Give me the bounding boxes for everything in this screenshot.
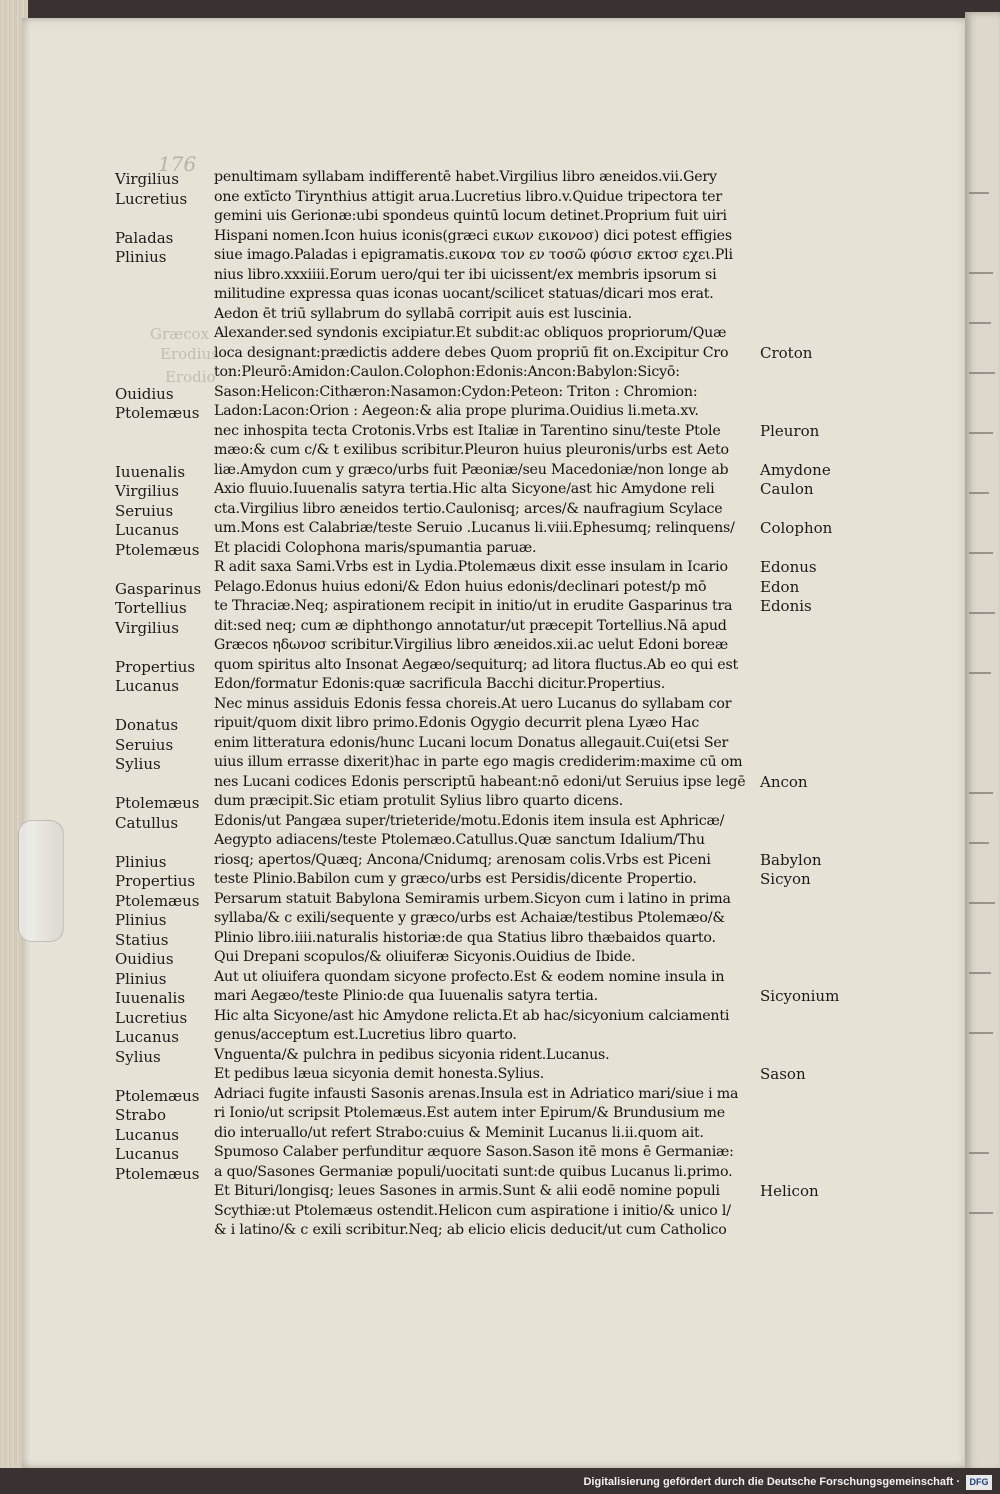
text-line: militudine expressa quas iconas uocant/scilicet statuas/dicari mos erat.	[214, 286, 714, 302]
text-line: Pelago.Edonus huius edoni/& Edon huius edonis/declinari potest/p mō	[214, 578, 707, 595]
margin-note	[760, 929, 870, 949]
dfg-logo-icon: DFG	[966, 1475, 992, 1490]
left-margin-names	[115, 170, 215, 1223]
margin-note	[760, 1124, 870, 1144]
margin-note	[760, 792, 870, 812]
text-line: liæ.Amydon cum y græco/urbs fuit Pæoniæ/seu Macedoniæ/non longe ab	[214, 461, 729, 478]
text-line: genus/acceptum est.Lucretius libro quarto.	[214, 1027, 517, 1043]
margin-name: Catullus	[115, 813, 179, 832]
text-line: one extīcto Tirynthius attigit arua.Lucretius libro.v.Quidue tripectora ter	[214, 188, 722, 205]
text-line: & i latino/& c exili scribitur.Neq; ab elicio elicis deducit/ut cum Catholico	[214, 1222, 727, 1238]
text-line: Græcos ηδωνοσ scribitur.Virgilius libro æneidos.xii.ac uelut Edoni boreæ	[214, 637, 729, 653]
margin-name: Ptolemæus	[115, 540, 200, 559]
text-line: syllaba/& c exili/sequente y græco/urbs est Achaiæ/testibus Ptolemæo/&	[214, 910, 725, 926]
margin-name: Donatus	[115, 716, 179, 734]
margin-note	[760, 656, 870, 676]
margin-note	[760, 207, 870, 227]
margin-note	[760, 1046, 870, 1066]
margin-name: Ptolemæus	[115, 404, 200, 422]
margin-name: Seruius	[115, 501, 174, 520]
margin-name: Virgilius	[115, 618, 179, 637]
margin-name: Ouidius	[115, 384, 174, 403]
margin-note	[760, 831, 870, 851]
text-line: Aedon ēt triū syllabrum do syllabā corripit auis est luscinia.	[214, 305, 632, 322]
margin-name: Lucretius	[115, 1008, 188, 1027]
margin-note	[760, 383, 870, 403]
margin-note	[760, 812, 870, 832]
main-text-block	[214, 168, 764, 1241]
margin-note: Croton	[760, 343, 813, 362]
text-line: Qui Drepani scopulos/& oliuiferæ Sicyonis.Ouidius de Ibide.	[214, 949, 636, 965]
margin-name	[115, 638, 215, 658]
margin-name: Propertius	[115, 657, 196, 676]
margin-note: Sicyonium	[760, 987, 840, 1005]
margin-name: Plinius	[115, 248, 167, 266]
margin-note	[760, 617, 870, 637]
margin-name: Plinius	[115, 911, 167, 929]
margin-note	[760, 909, 870, 929]
margin-note	[760, 968, 870, 988]
text-line: enim litteratura edonis/hunc Lucani locum Donatus allegauit.Cui(etsi Ser	[214, 734, 729, 751]
text-line: cta.Virgilius libro æneidos tertio.Caulonisq; arces/& naufragium Scylace	[214, 500, 723, 517]
margin-name: Sylius	[115, 755, 161, 773]
text-line: gemini uis Gerionæ:ubi spondeus quintū locum detinet.Proprium fuit uiri	[214, 208, 727, 224]
margin-name	[115, 346, 215, 366]
margin-name: Sylius	[115, 1047, 161, 1066]
margin-name	[115, 1204, 215, 1224]
margin-name: Gasparinus	[115, 579, 202, 598]
text-line: Aegypto adiacens/teste Ptolemæo.Catullus.Quæ sanctum Idalium/Thu	[214, 832, 705, 848]
margin-name	[115, 833, 215, 853]
margin-name: Iuuenalis	[115, 989, 186, 1007]
margin-note	[760, 305, 870, 325]
text-line: Edonis/ut Pangæa super/trieteride/motu.Edonis item insula est Aphricæ/	[214, 812, 725, 829]
text-line: nius libro.xxxiiii.Eorum uero/qui ter ibi uicissent/ex membris ipsorum si	[214, 266, 717, 283]
text-line: Hispani nomen.Icon huius iconis(græci εικων εικονοσ) dici potest effigies	[214, 227, 732, 244]
text-line: te Thraciæ.Neq; aspirationem recipit in initio/ut in erudite Gasparinus tra	[214, 598, 733, 614]
margin-note	[760, 1007, 870, 1027]
margin-name: Paladas	[115, 228, 174, 247]
text-line: uius illum errasse dixerit)hac in parte ego magis crediderim:maxime cū om	[214, 754, 743, 770]
text-line: Sason:Helicon:Cithæron:Nasamon:Cydon:Peteon: Triton : Chromion:	[214, 383, 698, 400]
margin-note: Babylon	[760, 850, 822, 869]
margin-name	[115, 443, 215, 463]
margin-note	[760, 1085, 870, 1105]
margin-note: Sicyon	[760, 870, 811, 888]
text-line: ri Ionio/ut scripsit Ptolemæus.Est autem inter Epirum/& Brundusium me	[214, 1105, 725, 1121]
text-line: ton:Pleurō:Amidon:Caulon.Colophon:Edonis:Ancon:Babylon:Sicyō:	[214, 364, 680, 380]
text-line: quom spiritus alto Insonat Aegæo/sequiturq; ad litora fluctus.Ab eo qui est	[214, 656, 739, 673]
margin-name: Virgilius	[115, 482, 179, 500]
margin-name	[115, 209, 215, 229]
text-line: ripuit/quom dixit libro primo.Edonis Ogygio decurrit plena Lyæo Hac	[214, 715, 700, 731]
margin-note	[760, 1202, 870, 1222]
bleed-through-label: Græcox	[150, 325, 210, 343]
margin-name: Lucanus	[115, 1145, 179, 1163]
margin-name: Plinius	[115, 969, 167, 988]
margin-name: Ptolemæus	[115, 891, 200, 910]
margin-name	[115, 1067, 215, 1087]
text-line: Vnguenta/& pulchra in pedibus sicyonia rident.Lucanus.	[214, 1046, 610, 1063]
margin-name: Lucanus	[115, 677, 179, 695]
margin-note: Caulon	[760, 480, 814, 498]
margin-note	[760, 500, 870, 520]
margin-note	[760, 1104, 870, 1124]
folio-number: 176	[158, 152, 197, 176]
text-line: Hic alta Sicyone/ast hic Amydone relicta.Et ab hac/sicyonium calciamenti	[214, 1007, 730, 1024]
margin-note	[760, 1026, 870, 1046]
text-line: dio interuallo/ut refert Strabo:cuius & Meminit Lucanus li.ii.quom ait.	[214, 1124, 704, 1141]
margin-name	[115, 560, 215, 580]
margin-note	[760, 753, 870, 773]
text-line: Axio fluuio.Iuuenalis satyra tertia.Hic alta Sicyone/ast hic Amydone reli	[214, 481, 715, 497]
margin-note: Amydone	[760, 460, 831, 479]
text-line: Persarum statuit Babylona Semiramis urbem.Sicyon cum i latino in prima	[214, 890, 731, 907]
text-line: Plinio libro.iiii.naturalis historiæ:de qua Statius libro thæbaidos quarto.	[214, 929, 716, 946]
text-line: Et pedibus læua sicyonia demit honesta.Sylius.	[214, 1066, 544, 1082]
margin-note	[760, 402, 870, 422]
margin-note	[760, 363, 870, 383]
margin-note	[760, 890, 870, 910]
right-margin-notes	[760, 168, 870, 1221]
text-line: Ladon:Lacon:Orion : Aegeon:& alia prope plurima.Ouidius li.meta.xv.	[214, 403, 699, 419]
margin-note	[760, 948, 870, 968]
margin-note	[760, 1143, 870, 1163]
text-line: Scythiæ:ut Ptolemæus ostendit.Helicon cum aspiratione i initio/& unico l/	[214, 1202, 731, 1219]
margin-note: Edonus	[760, 558, 817, 576]
margin-note	[760, 285, 870, 305]
margin-name: Ptolemæus	[115, 1164, 200, 1183]
margin-name	[115, 1184, 215, 1204]
facing-page-edge	[965, 12, 1000, 1472]
text-line: dum præcipit.Sic etiam protulit Sylius libro quarto dicens.	[214, 793, 624, 809]
margin-note: Sason	[760, 1065, 806, 1083]
text-line: dit:sed neq; cum æ diphthongo annotatur/ut præcepit Tortellius.Nā apud	[214, 617, 727, 634]
margin-note: Colophon	[760, 519, 833, 537]
margin-note	[760, 714, 870, 734]
margin-note	[760, 266, 870, 286]
text-line: Alexander.sed syndonis excipiatur.Et subdit:ac obliquos propriorum/Quæ	[214, 325, 727, 341]
margin-name: Plinius	[115, 852, 167, 871]
text-line: teste Plinio.Babilon cum y græco/urbs est Persidis/dicente Propertio.	[214, 871, 697, 887]
margin-note: Pleuron	[760, 421, 820, 440]
bleed-through-label: Erodio	[165, 368, 216, 386]
margin-note	[760, 675, 870, 695]
margin-note: Ancon	[760, 772, 808, 791]
margin-name	[115, 287, 215, 307]
margin-name	[115, 424, 215, 444]
text-line: um.Mons est Calabriæ/teste Seruio .Lucanus li.viii.Ephesumq; relinquens/	[214, 520, 735, 536]
margin-name: Lucanus	[115, 521, 179, 539]
margin-name	[115, 268, 215, 288]
text-line: a quo/Sasones Germaniæ populi/uocitati sunt:de quibus Lucanus li.primo.	[214, 1163, 733, 1180]
bleed-through-label: Erodius	[160, 345, 219, 363]
margin-name	[115, 365, 215, 385]
footer-credit: Digitalisierung gefördert durch die Deutsche Forschungsgemeinschaft ·	[583, 1476, 960, 1488]
text-line: R adit saxa Sami.Vrbs est in Lydia.Ptolemæus dixit esse insulam in Icario	[214, 559, 728, 575]
margin-note: Edonis	[760, 597, 812, 615]
margin-note	[760, 636, 870, 656]
margin-name: Lucanus	[115, 1125, 179, 1144]
margin-name: Ptolemæus	[115, 1086, 200, 1105]
margin-note	[760, 734, 870, 754]
text-line: siue imago.Paladas i epigramatis.εικονα τον εν τοσῶ φύσισ εκτοσ εχει.Pli	[214, 247, 733, 263]
margin-name: Ptolemæus	[115, 794, 200, 812]
margin-name: Tortellius	[115, 599, 187, 617]
margin-name	[115, 307, 215, 327]
margin-note	[760, 246, 870, 266]
margin-name: Iuuenalis	[115, 462, 186, 481]
margin-note	[760, 695, 870, 715]
margin-note	[760, 1163, 870, 1183]
margin-name: Statius	[115, 930, 169, 949]
margin-note	[760, 539, 870, 559]
text-line: Adriaci fugite infausti Sasonis arenas.Insula est in Adriatico mari/siue i ma	[214, 1085, 739, 1102]
margin-name	[115, 775, 215, 795]
text-line: Nec minus assiduis Edonis fessa choreis.At uero Lucanus do syllabam cor	[214, 695, 732, 712]
text-line: Et Bituri/longisq; leues Sasones in armis.Sunt & alii eodē nomine populi	[214, 1183, 720, 1199]
margin-name: Propertius	[115, 872, 196, 890]
margin-name: Virgilius	[115, 170, 179, 188]
margin-name: Ouidius	[115, 950, 174, 968]
margin-note: Helicon	[760, 1182, 819, 1200]
text-line: nec inhospita tecta Crotonis.Vrbs est Italiæ in Tarentino sinu/teste Ptole	[214, 422, 721, 439]
page-clip	[18, 820, 64, 942]
text-line: mæo:& cum c/& t exilibus scribitur.Pleuron huius pleuronis/urbs est Aeto	[214, 442, 729, 458]
text-line: penultimam syllabam indifferentē habet.Virgilius libro æneidos.vii.Gery	[214, 169, 717, 185]
margin-name: Strabo	[115, 1106, 167, 1124]
text-line: mari Aegæo/teste Plinio:de qua Iuuenalis satyra tertia.	[214, 988, 598, 1004]
text-line: loca designant:prædictis addere debes Quom propriū fit on.Excipitur Cro	[214, 344, 729, 361]
text-line: Aut ut oliuifera quondam sicyone profecto.Est & eodem nomine insula in	[214, 968, 725, 985]
margin-name	[115, 697, 215, 717]
margin-note	[760, 168, 870, 188]
text-line: Edon/formatur Edonis:quæ sacrificula Bacchi dicitur.Propertius.	[214, 676, 666, 692]
text-line: riosq; apertos/Quæq; Ancona/Cnidumq; arenosam colis.Vrbs est Piceni	[214, 851, 711, 868]
margin-name	[115, 326, 215, 346]
margin-note	[760, 441, 870, 461]
margin-note	[760, 324, 870, 344]
margin-note: Edon	[760, 577, 800, 596]
margin-name: Lucanus	[115, 1028, 179, 1046]
margin-note	[760, 227, 870, 247]
text-line: Et placidi Colophona maris/spumantia paruæ.	[214, 539, 537, 556]
margin-name: Lucretius	[115, 189, 188, 208]
text-line: nes Lucani codices Edonis perscriptū habeant:nō edoni/ut Seruius ipse legē	[214, 773, 746, 790]
margin-name: Seruius	[115, 735, 174, 754]
text-line: Spumoso Calaber perfunditur æquore Sason.Sason itē mons ē Germaniæ:	[214, 1144, 734, 1160]
margin-note	[760, 188, 870, 208]
